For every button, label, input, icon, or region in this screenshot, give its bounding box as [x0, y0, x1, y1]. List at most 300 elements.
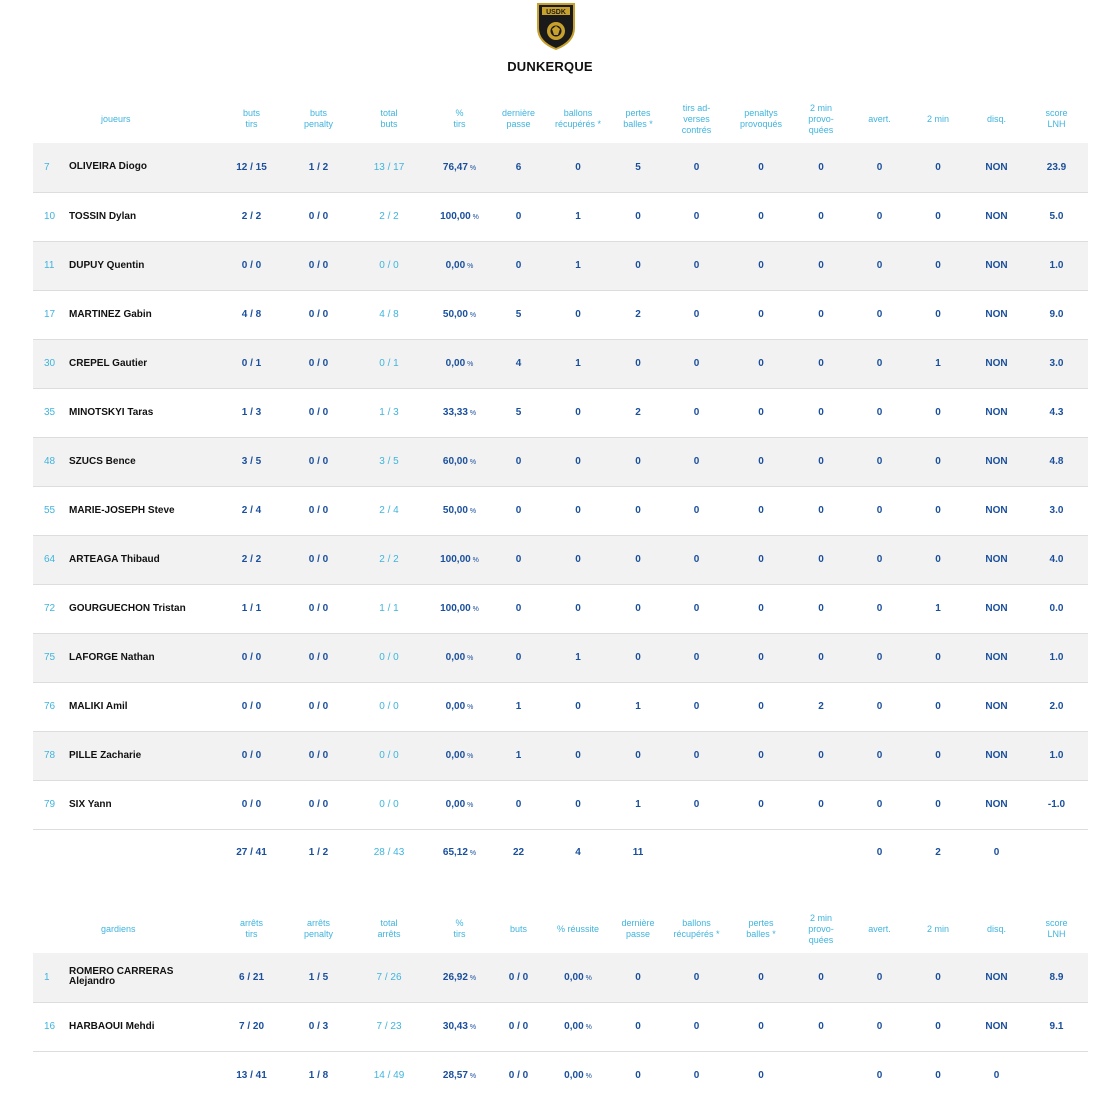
stat-cell: 4 / 8 [379, 309, 399, 320]
stat-cell: NON [985, 309, 1008, 320]
stat-cell: 6 [515, 161, 522, 173]
stat-cell: 13 / 17 [373, 161, 405, 173]
stat-cell: 0 [575, 799, 581, 810]
percent-sign: % [465, 753, 474, 760]
total-cell: 0 [614, 1051, 662, 1099]
stat-cell: 0 / 0 [379, 750, 399, 761]
stat-cell: 0 [935, 161, 941, 173]
stat-cell: 9.1 [1049, 1021, 1064, 1032]
stat-cell: 0 [693, 1021, 700, 1032]
total-cell: 0 [731, 1051, 791, 1099]
keepers-header: gardiens [101, 923, 136, 934]
stat-cell: 4.8 [1049, 456, 1064, 467]
total-cell: 0 [851, 829, 908, 875]
stat-cell: 76,47 % [442, 161, 477, 173]
stat-cell: 0 [758, 358, 764, 369]
player-name: MARIE-JOSEPH Steve [69, 504, 175, 516]
stat-cell: 0 [693, 652, 700, 663]
jersey-number: 7 [44, 161, 50, 173]
keepers-header: disq. [986, 923, 1006, 934]
jersey-number: 72 [44, 603, 56, 614]
stat-cell: 0 [635, 750, 641, 761]
stat-cell: 0 [515, 603, 522, 614]
stat-cell: 0 [575, 161, 581, 173]
stat-cell: 1 [635, 799, 641, 810]
keepers-header: score LNH [1045, 918, 1068, 939]
stat-cell: 0 [693, 750, 700, 761]
table-row [33, 682, 1088, 731]
stat-cell: 0 [876, 554, 883, 565]
player-name: DUPUY Quentin [69, 259, 145, 271]
jersey-number: 17 [44, 309, 56, 320]
keepers-header: dernière passe [621, 918, 655, 939]
percent-sign: % [467, 849, 477, 857]
stat-cell: 0 [818, 554, 824, 565]
percent-sign: % [467, 410, 477, 417]
total-cell: 0 [968, 829, 1025, 875]
stat-cell: 0 [693, 603, 700, 614]
players-header-row [33, 95, 1088, 143]
player-name: TOSSIN Dylan [69, 210, 137, 222]
stat-cell: 0 [575, 701, 581, 712]
table-row [33, 339, 1088, 388]
stat-cell: NON [985, 750, 1008, 761]
jersey-number: 76 [44, 701, 56, 712]
stat-cell: 1.0 [1049, 750, 1064, 761]
stat-cell: 0 [935, 505, 941, 516]
keepers-body [33, 953, 1088, 1051]
stat-cell: 50,00 % [442, 505, 477, 516]
stat-cell: NON [985, 701, 1008, 712]
stat-cell: 0 [515, 211, 522, 222]
stat-cell: 0 [758, 554, 764, 565]
players-header: ballons récupérés * [554, 108, 602, 129]
stat-cell: 0 [758, 971, 764, 983]
stat-cell: 0 [758, 1021, 764, 1032]
stat-cell: 0 [818, 603, 824, 614]
stat-cell: 0 / 0 [379, 701, 399, 712]
stat-cell: 1 [515, 750, 522, 761]
keepers-header: avert. [868, 923, 891, 934]
percent-sign: % [467, 312, 477, 319]
stat-cell: 0 [876, 750, 883, 761]
stat-cell: 2 [818, 701, 824, 712]
stat-cell: 0 [758, 505, 764, 516]
stat-cell: 0 [935, 554, 941, 565]
percent-sign: % [583, 1024, 592, 1031]
players-totals-row [33, 829, 1088, 875]
stat-cell: 6 / 21 [238, 971, 265, 983]
keepers-totals-row [33, 1051, 1088, 1099]
stat-cell: 0.0 [1049, 603, 1064, 614]
club-crest-icon [536, 2, 576, 50]
stat-cell: 0 [818, 505, 824, 516]
players-header: 2 min provo- quées [808, 102, 834, 135]
stat-cell: 0,00 % [445, 701, 474, 712]
stat-cell: 0,00 % [445, 358, 474, 369]
total-cell [33, 1051, 69, 1099]
stat-cell: 0 [635, 260, 641, 271]
stat-cell: 0,00 % [445, 652, 474, 663]
keepers-table [33, 905, 1088, 1099]
total-cell: 27 / 41 [220, 829, 283, 875]
stat-cell: 0 [876, 603, 883, 614]
stat-cell: 0 [635, 971, 641, 983]
stat-cell: 0 [876, 1021, 883, 1032]
stat-cell: 1 / 5 [308, 971, 329, 983]
stat-cell: 0 / 0 [308, 309, 329, 320]
player-name: SZUCS Bence [69, 455, 136, 467]
stat-cell: 0 [693, 309, 700, 320]
team-name: DUNKERQUE [507, 59, 593, 74]
table-row [33, 143, 1088, 192]
stat-cell: 0 [693, 358, 700, 369]
total-cell: 0 [908, 1051, 968, 1099]
jersey-number: 48 [44, 456, 56, 467]
stat-cell: 1 [575, 358, 581, 369]
stat-cell: 2 / 4 [379, 505, 399, 516]
stat-cell: 0 / 0 [308, 505, 329, 516]
total-cell [69, 829, 220, 875]
keepers-header: pertes balles * [746, 918, 776, 939]
total-cell [1025, 829, 1088, 875]
total-cell: 1 / 8 [283, 1051, 354, 1099]
stat-cell: 0 / 0 [308, 652, 329, 663]
stat-cell: 0 [876, 260, 883, 271]
stat-cell: 0 [515, 260, 522, 271]
stat-cell: 1 [575, 211, 581, 222]
stat-cell: 0 [818, 211, 824, 222]
stat-cell: NON [985, 799, 1008, 810]
percent-sign: % [465, 704, 474, 711]
total-cell: 4 [542, 829, 614, 875]
stat-cell: 0 / 0 [241, 260, 262, 271]
player-name: MINOTSKYI Taras [69, 406, 154, 418]
stat-cell: 0 [818, 971, 824, 983]
stat-cell: 0 [818, 652, 824, 663]
players-body [33, 143, 1088, 829]
stat-cell: 0 / 0 [379, 799, 399, 810]
stat-cell: NON [985, 603, 1008, 614]
stat-cell: 0 / 0 [241, 701, 262, 712]
stat-cell: 0 [575, 554, 581, 565]
stat-cell: 0 / 0 [308, 358, 329, 369]
jersey-number: 10 [44, 211, 56, 222]
stat-cell: 0 [515, 505, 522, 516]
stat-cell: 2 / 2 [379, 211, 399, 222]
percent-sign: % [470, 557, 479, 564]
stat-cell: 0 [515, 652, 522, 663]
total-cell: 28 / 43 [354, 829, 424, 875]
jersey-number: 75 [44, 652, 56, 663]
stat-cell: 0 [635, 211, 641, 222]
stat-cell: 0 [758, 701, 764, 712]
total-cell: 0 [968, 1051, 1025, 1099]
total-cell [33, 829, 69, 875]
stat-cell: 3.0 [1049, 505, 1064, 516]
players-header: joueurs [101, 113, 131, 124]
stat-cell: 0 [515, 456, 522, 467]
stat-cell: 0 [693, 456, 700, 467]
stat-cell: 4.0 [1049, 554, 1064, 565]
stat-cell: NON [985, 211, 1008, 222]
stat-cell: 9.0 [1049, 309, 1064, 320]
stat-cell: -1.0 [1047, 799, 1066, 810]
percent-sign: % [465, 361, 474, 368]
stat-cell: NON [985, 260, 1008, 271]
stat-cell: 2 / 2 [241, 554, 262, 565]
stat-cell: 0 [758, 456, 764, 467]
stat-cell: 7 / 20 [238, 1021, 265, 1032]
stat-cell: 0 [693, 799, 700, 810]
stat-cell: 0,00 % [564, 1021, 592, 1032]
stat-cell: 3 / 5 [379, 456, 399, 467]
stat-cell: 0 / 0 [308, 211, 329, 222]
stat-cell: 0 [876, 799, 883, 810]
stat-cell: NON [985, 456, 1008, 467]
keepers-header: total arrêts [377, 918, 401, 939]
total-cell: 13 / 41 [220, 1051, 283, 1099]
crest-text: USDK [546, 9, 566, 16]
stat-cell: 30,43 % [442, 1021, 477, 1032]
player-name: SIX Yann [69, 798, 112, 810]
table-row [33, 486, 1088, 535]
total-cell: 2 [908, 829, 968, 875]
stat-cell: 0 [635, 603, 641, 614]
total-cell [791, 1051, 851, 1099]
stat-cell: 1.0 [1049, 652, 1064, 663]
stat-cell: 2 [635, 309, 641, 320]
stat-cell: 0 / 0 [241, 750, 262, 761]
percent-sign: % [467, 459, 477, 466]
stat-cell: 0 [758, 603, 764, 614]
stat-cell: 0 [758, 799, 764, 810]
stat-cell: 23.9 [1046, 161, 1067, 173]
stat-cell: 0 [515, 554, 522, 565]
player-name: ROMERO CARRERAS Alejandro [69, 966, 174, 988]
stat-cell: 0 / 0 [308, 407, 329, 418]
stat-cell: 100,00 % [440, 554, 479, 565]
table-row [33, 192, 1088, 241]
stat-cell: 33,33 % [442, 407, 477, 418]
stat-cell: 0,00 % [445, 750, 474, 761]
stat-cell: 2 [635, 407, 641, 418]
stat-cell: 1 / 3 [241, 407, 262, 418]
stat-cell: 2.0 [1049, 701, 1064, 712]
total-cell: 1 / 2 [283, 829, 354, 875]
players-header: dernière passe [501, 108, 536, 129]
stat-cell: NON [985, 652, 1008, 663]
total-cell [1025, 1051, 1088, 1099]
table-row [33, 731, 1088, 780]
stat-cell: 0 [818, 799, 824, 810]
table-row [33, 584, 1088, 633]
stat-cell: 0 [935, 407, 941, 418]
stat-cell: 0 [635, 652, 641, 663]
stat-cell: 0,00 % [445, 799, 474, 810]
jersey-number: 30 [44, 358, 56, 369]
stat-cell: 1 / 1 [379, 603, 399, 614]
stat-cell: NON [985, 1021, 1008, 1032]
stat-cell: 0 [635, 505, 641, 516]
stat-cell: NON [985, 971, 1008, 983]
stat-cell: 0 / 0 [308, 603, 329, 614]
keepers-header: ballons récupérés * [673, 918, 720, 939]
players-header: 2 min [926, 113, 949, 124]
table-row [33, 780, 1088, 829]
stat-cell: 5 [515, 407, 522, 418]
stat-cell: 26,92 % [442, 971, 477, 983]
stat-cell: 1 [935, 358, 941, 369]
players-header: avert. [868, 113, 891, 124]
jersey-number: 35 [44, 407, 56, 418]
percent-sign: % [583, 1072, 592, 1080]
table-row [33, 388, 1088, 437]
stat-cell: NON [985, 554, 1008, 565]
stat-cell: 0,00 % [445, 260, 474, 271]
stat-cell: 0 [935, 211, 941, 222]
total-cell: 11 [614, 829, 662, 875]
table-row [33, 1002, 1088, 1051]
player-name: OLIVEIRA Diogo [69, 161, 147, 173]
stat-cell: 0 [818, 161, 824, 173]
stat-cell: 0 [693, 971, 700, 983]
stat-cell: 3 / 5 [241, 456, 262, 467]
players-header: % tirs [453, 108, 466, 129]
players-header: tirs ad- verses contrés [681, 102, 712, 135]
keepers-header: 2 min [926, 923, 949, 934]
stat-cell: 0 / 0 [308, 750, 329, 761]
stat-cell: 2 / 4 [241, 505, 262, 516]
stat-cell: 2 / 2 [241, 211, 262, 222]
stat-cell: 0 [935, 701, 941, 712]
keepers-header: arrêts penalty [303, 918, 334, 939]
stat-cell: 0 [758, 161, 764, 173]
stat-cell: 0 / 0 [508, 1021, 529, 1032]
players-header: total buts [380, 108, 398, 129]
stat-cell: 3.0 [1049, 358, 1064, 369]
stat-cell: 0 [876, 309, 883, 320]
stat-cell: 0 / 0 [241, 652, 262, 663]
stat-cell: 0 [935, 799, 941, 810]
stat-cell: 0 [876, 211, 883, 222]
stat-cell: 0 [693, 260, 700, 271]
percent-sign: % [470, 214, 479, 221]
stat-cell: 0 [818, 456, 824, 467]
stat-cell: 0 [935, 309, 941, 320]
total-cell: 14 / 49 [354, 1051, 424, 1099]
stat-cell: 1 / 1 [241, 603, 262, 614]
total-cell [731, 829, 791, 875]
stat-cell: 0 [876, 505, 883, 516]
player-name: HARBAOUI Mehdi [69, 1020, 155, 1032]
stat-cell: 0 [876, 652, 883, 663]
stat-cell: 1 [575, 652, 581, 663]
stat-cell: 12 / 15 [236, 161, 267, 173]
player-name: ARTEAGA Thibaud [69, 553, 160, 565]
stat-cell: 7 / 23 [376, 1021, 402, 1032]
stat-cell: 5 [635, 161, 641, 173]
stat-cell: 0 [758, 211, 764, 222]
stat-cell: 0 [758, 309, 764, 320]
players-header: buts tirs [242, 108, 260, 129]
stat-cell: 0 / 0 [308, 456, 329, 467]
jersey-number: 1 [44, 971, 50, 983]
percent-sign: % [465, 802, 474, 809]
stat-cell: 0 [876, 407, 883, 418]
stat-cell: 0 [935, 456, 941, 467]
player-name: PILLE Zacharie [69, 749, 142, 761]
stat-cell: 0,00 % [564, 971, 592, 983]
stat-cell: 0 [876, 456, 883, 467]
total-cell: 0 [851, 1051, 908, 1099]
percent-sign: % [583, 974, 592, 982]
table-row [33, 633, 1088, 682]
keepers-header-row [33, 905, 1088, 953]
stat-cell: 0 [693, 701, 700, 712]
stat-cell: 1.0 [1049, 260, 1064, 271]
players-header: penaltys provoqués [739, 108, 783, 129]
stat-cell: 0 / 1 [379, 358, 399, 369]
stat-cell: 0 [758, 407, 764, 418]
stat-cell: 0 [935, 1021, 941, 1032]
stat-cell: 1 / 3 [379, 407, 399, 418]
percent-sign: % [467, 974, 477, 982]
players-header: pertes balles * [623, 108, 653, 129]
stat-cell: 0 [693, 554, 700, 565]
jersey-number: 78 [44, 750, 56, 761]
stat-cell: 0 [935, 750, 941, 761]
stat-cell: 0 [758, 260, 764, 271]
total-cell: 0,00 % [542, 1051, 614, 1099]
percent-sign: % [467, 508, 477, 515]
table-row [33, 437, 1088, 486]
percent-sign: % [467, 1024, 477, 1031]
stat-cell: 0 / 0 [379, 260, 399, 271]
stat-cell: NON [985, 407, 1008, 418]
stat-cell: 2 / 2 [379, 554, 399, 565]
stat-cell: 0 [693, 505, 700, 516]
stat-cell: 0 [693, 161, 700, 173]
stat-cell: 0 / 0 [308, 799, 329, 810]
players-table [33, 95, 1088, 875]
stat-cell: 0 / 3 [308, 1021, 329, 1032]
stat-cell: 0 / 0 [379, 652, 399, 663]
table-row [33, 953, 1088, 1002]
jersey-number: 16 [44, 1021, 56, 1032]
stat-cell: 0 [818, 750, 824, 761]
keepers-header: % réussite [556, 923, 600, 934]
total-cell [69, 1051, 220, 1099]
stat-cell: 7 / 26 [376, 971, 402, 983]
percent-sign: % [467, 164, 477, 172]
stat-cell: 0 [693, 407, 700, 418]
stat-cell: 0 / 1 [241, 358, 262, 369]
stat-cell: 0 [575, 505, 581, 516]
stat-cell: 0 [935, 971, 941, 983]
stat-cell: 0 [635, 1021, 641, 1032]
stat-cell: 0 [876, 701, 883, 712]
stat-cell: 0 [935, 652, 941, 663]
total-cell: 22 [495, 829, 542, 875]
stat-cell: 60,00 % [442, 456, 477, 467]
total-cell: 28,57 % [424, 1051, 495, 1099]
stat-cell: 0 [575, 407, 581, 418]
table-row [33, 290, 1088, 339]
table-row [33, 535, 1088, 584]
percent-sign: % [465, 263, 474, 270]
stat-cell: 0 [876, 971, 883, 983]
